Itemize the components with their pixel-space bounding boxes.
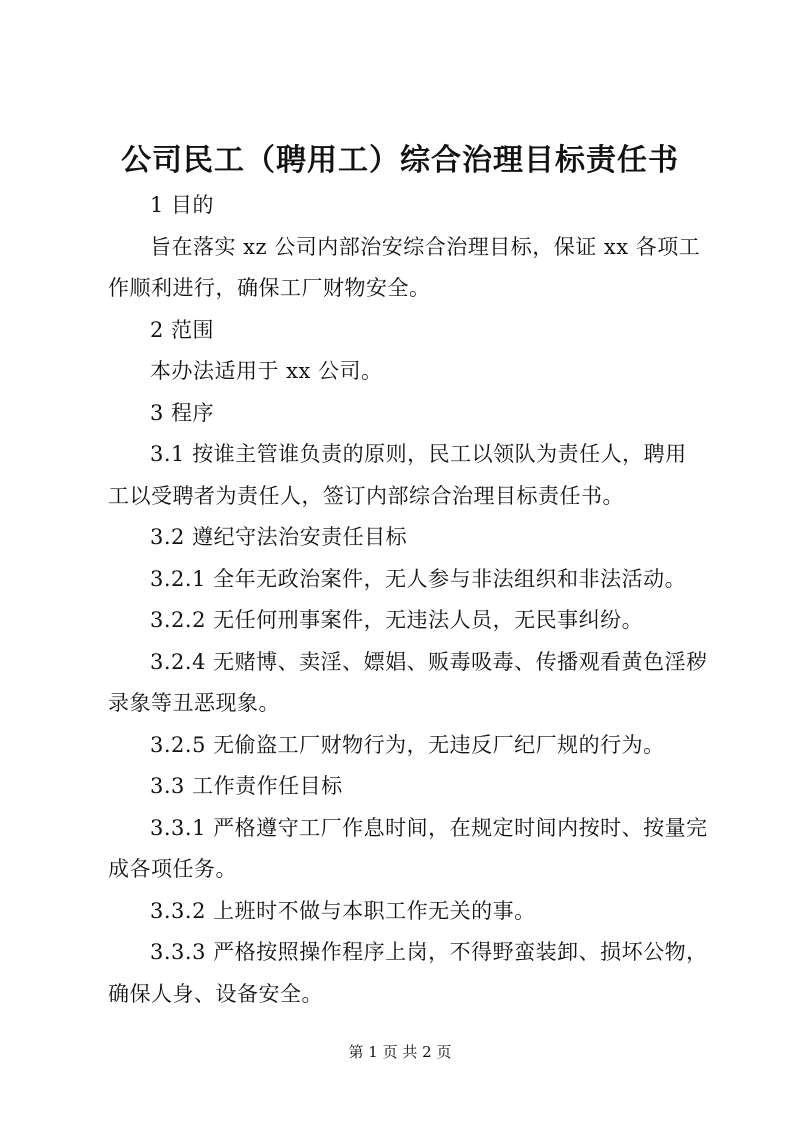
paragraph-3-1: 3.1 按谁主管谁负责的原则，民工以领队为责任人，聘用工以受聘者为责任人，签订内部综合治理目标责任书。 [108, 442, 687, 508]
document-title: 公司民工（聘用工）综合治理目标责任书 [121, 143, 679, 178]
section-heading-purpose: 1 目的 [150, 193, 215, 217]
paragraph-scope: 本办法适用于 xx 公司。 [150, 359, 383, 383]
paragraph-3-2-2: 3.2.2 无任何刑事案件，无违法人员，无民事纠纷。 [150, 608, 644, 632]
paragraph-3-3-2: 3.3.2 上班时不做与本职工作无关的事。 [150, 898, 536, 923]
paragraph-3-3-1: 3.3.1 严格遵守工厂作息时间，在规定时间内按时、按量完成各项任务。 [108, 815, 708, 881]
page-footer: 第 1 页 共 2 页 [348, 1043, 452, 1061]
document-body [108, 185, 708, 1015]
paragraph-3-2-5: 3.2.5 无偷盗工厂财物行为，无违反厂纪厂规的行为。 [150, 732, 665, 757]
section-heading-procedure: 3 程序 [150, 400, 215, 425]
section-heading-3-3: 3.3 工作责作任目标 [150, 774, 343, 798]
paragraph-3-3-3: 3.3.3 严格按照操作程序上岗，不得野蛮装卸、损坏公物，确保人身、设备安全。 [108, 940, 708, 1006]
section-heading-scope: 2 范围 [150, 317, 215, 342]
paragraph-purpose: 旨在落实 xz 公司内部治安综合治理目标，保证 xx 各项工作顺利进行，确保工厂财物安全。 [108, 234, 701, 300]
paragraph-3-2-1: 3.2.1 全年无政治案件，无人参与非法组织和非法活动。 [150, 566, 687, 591]
section-heading-3-2: 3.2 遵纪守法治安责任目标 [150, 525, 408, 549]
paragraph-3-2-4: 3.2.4 无赌博、卖淫、嫖娼、贩毒吸毒、传播观看黄色淫秽录象等丑恶现象。 [108, 649, 708, 715]
